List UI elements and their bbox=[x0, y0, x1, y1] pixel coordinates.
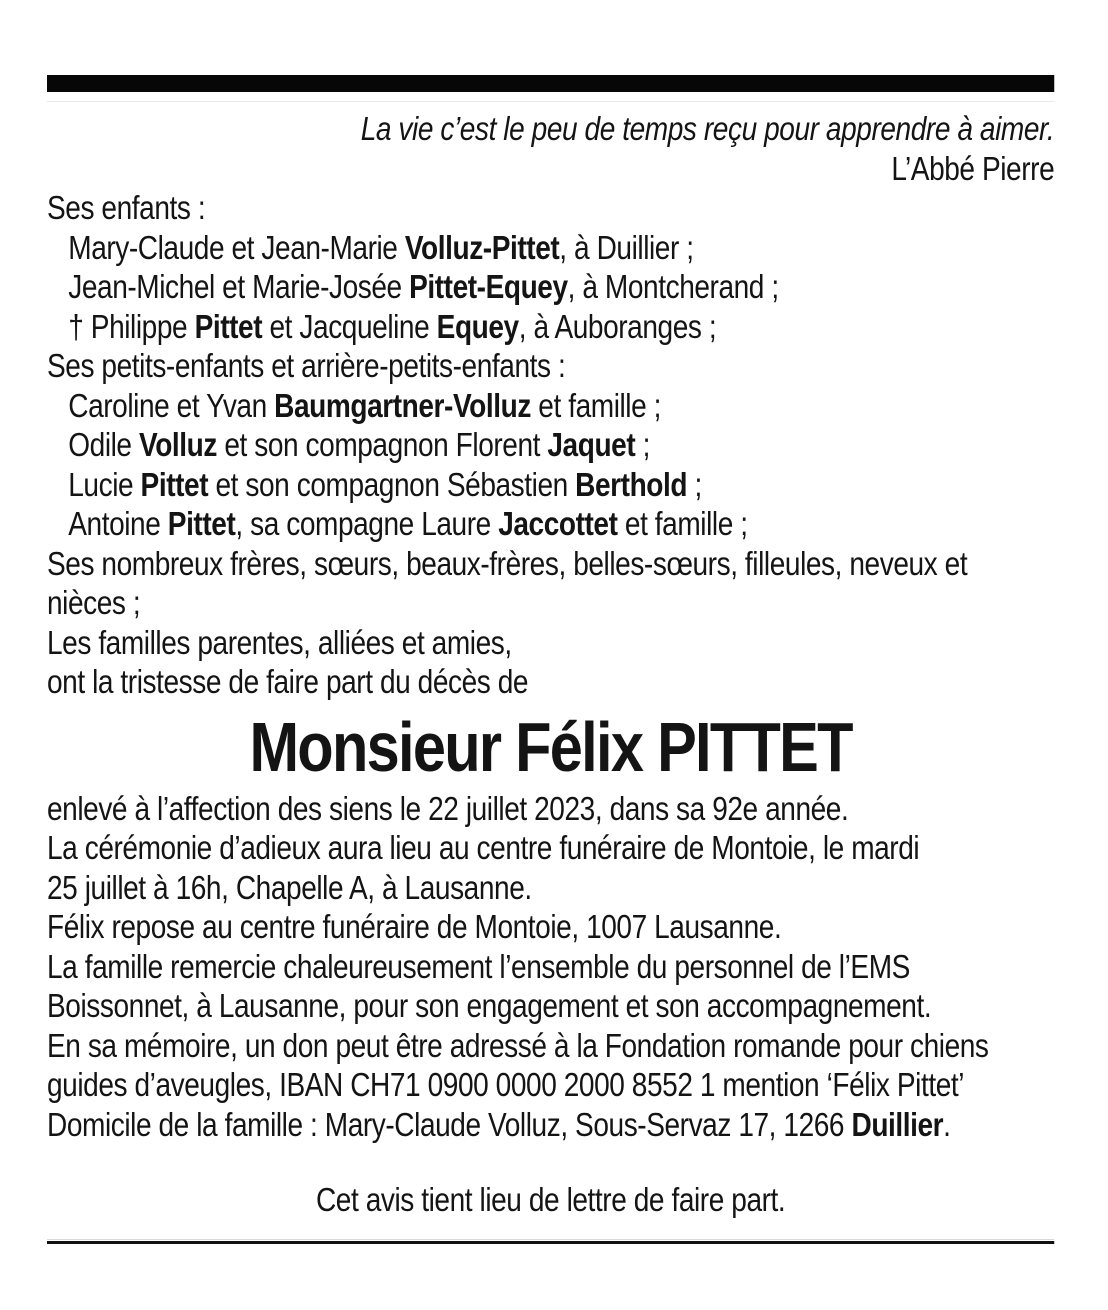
text-segment: , sa compagne Laure bbox=[235, 505, 499, 542]
text-line bbox=[47, 1026, 1054, 1066]
text-segment: et son compagnon Florent bbox=[216, 426, 548, 463]
text-segment: Boissonnet, à Lausanne, pour son engagement et son accompagnement. bbox=[47, 987, 932, 1024]
text-segment: Berthold bbox=[575, 465, 688, 503]
bottom-rule bbox=[47, 1239, 1054, 1244]
text-segment: Pittet bbox=[140, 465, 209, 503]
text-line bbox=[47, 267, 1054, 307]
epigraph-quote: La vie c’est le peu de temps reçu pour apprendre à aimer. bbox=[360, 110, 1055, 147]
text-segment: et famille ; bbox=[530, 386, 662, 424]
text-segment: guides d’aveugles, IBAN CH71 0900 0000 2000 8552 1 mention ‘Félix Pittet’ bbox=[47, 1066, 965, 1103]
text-line bbox=[47, 188, 1054, 228]
text-segment: , à Duillier ; bbox=[559, 228, 694, 266]
text-segment: La famille remercie chaleureusement l’ensemble du personnel de l’EMS bbox=[47, 947, 910, 985]
text-segment: , à Auboranges ; bbox=[518, 307, 717, 345]
text-segment: Odile bbox=[68, 426, 139, 463]
deceased-name-title: Monsieur Félix PITTET bbox=[249, 707, 852, 786]
text-segment: Pittet-Equey bbox=[409, 268, 568, 305]
scan-artifact-line bbox=[47, 101, 1054, 102]
text-segment: Pittet bbox=[167, 505, 236, 542]
text-segment: . bbox=[943, 1105, 951, 1143]
text-segment: ont la tristesse de faire part du décès de bbox=[47, 663, 529, 700]
text-segment: enlevé à l’affection des siens le 22 juillet 2023, dans sa 92e année. bbox=[47, 789, 849, 827]
text-line bbox=[47, 662, 1054, 702]
text-segment: Jaccottet bbox=[498, 505, 618, 542]
text-segment: Jaquet bbox=[547, 426, 636, 463]
text-line bbox=[47, 583, 1054, 623]
text-line bbox=[47, 465, 1054, 505]
text-segment: La cérémonie d’adieux aura lieu au centre funéraire de Montoie, le mardi bbox=[47, 829, 920, 866]
text-segment: , à Montcherand ; bbox=[567, 268, 779, 305]
text-segment: En sa mémoire, un don peut être adressé à la Fondation romande pour chiens bbox=[47, 1026, 989, 1064]
text-line bbox=[47, 346, 1054, 386]
text-segment: Les familles parentes, alliées et amies, bbox=[47, 623, 512, 661]
text-segment: Baumgartner-Volluz bbox=[274, 386, 531, 424]
text-segment: et famille ; bbox=[617, 505, 748, 542]
epigraph bbox=[47, 109, 1054, 188]
text-line bbox=[47, 504, 1054, 544]
text-line bbox=[47, 868, 1054, 908]
text-segment: et son compagnon Sébastien bbox=[208, 465, 576, 503]
text-segment: Volluz-Pittet bbox=[404, 228, 560, 266]
text-line bbox=[47, 307, 1054, 347]
obituary-content bbox=[47, 75, 1054, 1244]
text-segment: Jean-Michel et Marie-Josée bbox=[68, 268, 410, 305]
text-segment: Ses enfants : bbox=[47, 189, 206, 226]
text-line bbox=[47, 1105, 1054, 1145]
text-segment: Ses nombreux frères, sœurs, beaux-frères, belles-sœurs, filleules, neveux et bbox=[47, 544, 968, 582]
text-segment: Félix repose au centre funéraire de Montoie, 1007 Lausanne. bbox=[47, 908, 782, 945]
text-line bbox=[47, 228, 1054, 268]
epigraph-attribution: L’Abbé Pierre bbox=[891, 149, 1055, 187]
text-segment: ; bbox=[635, 426, 650, 463]
text-segment: ; bbox=[687, 465, 702, 503]
text-line bbox=[47, 386, 1054, 426]
text-segment: Equey bbox=[436, 307, 519, 345]
text-line bbox=[47, 907, 1054, 947]
text-segment: et Jacqueline bbox=[262, 307, 437, 345]
text-segment: Lucie bbox=[68, 465, 141, 503]
text-line bbox=[47, 1065, 1054, 1105]
text-segment: Caroline et Yvan bbox=[68, 386, 275, 424]
text-segment: Volluz bbox=[138, 426, 217, 463]
text-line bbox=[47, 986, 1054, 1026]
family-list bbox=[47, 188, 1054, 702]
text-segment: 25 juillet à 16h, Chapelle A, à Lausanne. bbox=[47, 868, 532, 906]
bottom-rule-dark-line bbox=[47, 1241, 1054, 1244]
text-segment: Ses petits-enfants et arrière-petits-enfants : bbox=[47, 347, 566, 384]
text-line bbox=[47, 828, 1054, 868]
text-segment: Pittet bbox=[194, 307, 263, 345]
top-black-bar bbox=[47, 75, 1054, 92]
text-line bbox=[47, 623, 1054, 663]
text-line bbox=[47, 789, 1054, 829]
text-segment: Domicile de la famille : Mary-Claude Volluz, Sous-Servaz 17, 1266 bbox=[47, 1105, 852, 1143]
text-line bbox=[47, 544, 1054, 584]
text-line bbox=[47, 947, 1054, 987]
announcement-list bbox=[47, 789, 1054, 1145]
text-segment: Antoine bbox=[68, 505, 168, 542]
closing-note: Cet avis tient lieu de lettre de faire part. bbox=[315, 1181, 786, 1218]
text-segment: † Philippe bbox=[68, 307, 195, 345]
text-segment: Mary-Claude et Jean-Marie bbox=[68, 228, 405, 266]
text-line bbox=[47, 425, 1054, 465]
text-segment: nièces ; bbox=[47, 584, 141, 621]
text-segment: Duillier bbox=[851, 1105, 944, 1143]
